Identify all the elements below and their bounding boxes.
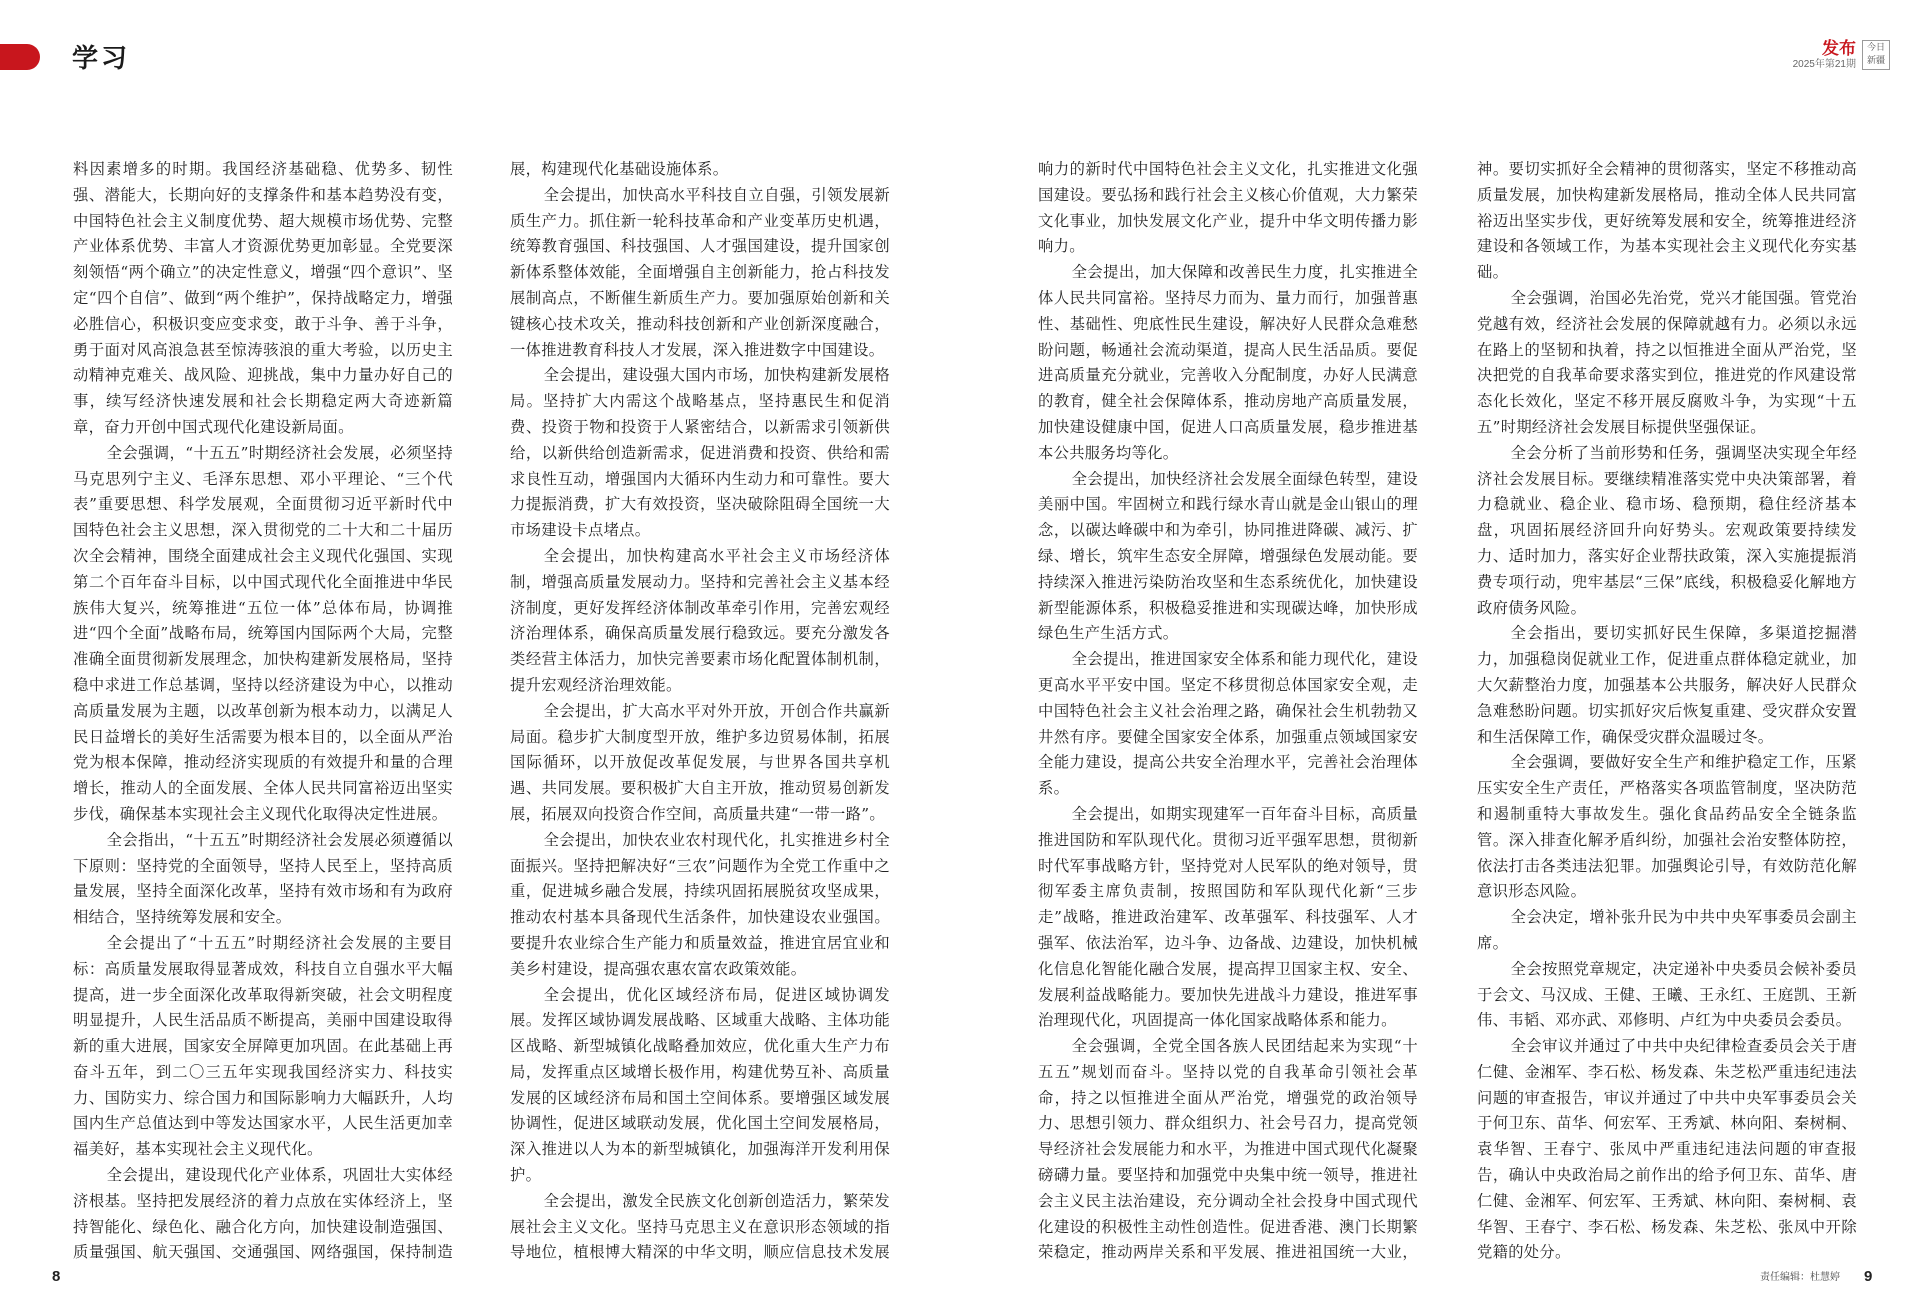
paragraph: 全会提出，加快高水平科技自立自强，引领发展新质生产力。抓住新一轮科技革命和产业变革历史机遇，统筹教育强国、科技强国、人才强国建设，提升国家创新体系整体效能，全面增强自主创新能力，抢占科技发展制高点，不断催生新质生产力。要加强原始创新和关键核心技术攻关，推动科技创新和产业创新深度融合，一体推进教育科技人才发展，深入推进数字中国建设。 (510, 185, 890, 359)
paragraph: 全会指出，“十五五”时期经济社会发展必须遵循以下原则：坚持党的全面领导，坚持人民至上，坚持高质量发展，坚持全面深化改革，坚持有效市场和有为政府相结合，坚持统筹发展和安全。 (73, 830, 453, 927)
responsible-editor: 责任编辑：杜慧婷 (1760, 1272, 1840, 1283)
paragraph: 全会强调，“十五五”时期经济社会发展，必须坚持马克思列宁主义、毛泽东思想、邓小平理论、“三个代表”重要思想、科学发展观，全面贯彻习近平新时代中国特色社会主义思想，深入贯彻党的二十大和二十届历次全会精神，围绕全面建成社会主义现代化强国、实现第二个百年奋斗目标，以中国式现代化全面推进中华民族伟大复兴，统筹推进“五位一体”总体布局，协调推进“四个全面”战略布局，统筹国内国际两个大局，完整准确全面贯彻新发展理念，加快构建新发展格局，坚持稳中求进工作总基调，坚持以经济建设为中心，以推动高质量发展为主题，以改革创新为根本动力，以满足人民日益增长的美好生活需要为根本目的，以全面从严治党为根本保障，推动经济实现质的有效提升和量的合理增长，推动人的全面发展、全体人民共同富裕迈出坚实步伐，确保基本实现社会主义现代化取得决定性进展。 (73, 443, 453, 823)
paragraph: 展，构建现代化基础设施体系。 (510, 160, 729, 178)
paragraph: 全会指出，要切实抓好民生保障，多渠道挖掘潜力，加强稳岗促就业工作，促进重点群体稳定就业，加大欠薪整治力度，加强基本公共服务，解决好人民群众急难愁盼问题。切实抓好灾后恢复重建、受灾群众安置和生活保障工作，确保受灾群众温暖过冬。 (1477, 624, 1857, 746)
paragraph: 全会强调，治国必先治党，党兴才能国强。管党治党越有效，经济社会发展的保障就越有力。必须以永远在路上的坚韧和执着，持之以恒推进全面从严治党，坚决把党的自我革命要求落实到位，推进党的作风建设常态化长效化，坚定不移开展反腐败斗争，为实现“十五五”时期经济社会发展目标提供坚强保证。 (1477, 288, 1857, 436)
text-column-1 (73, 157, 453, 1267)
section-tab-marker (0, 44, 40, 70)
paragraph: 全会提出，扩大高水平对外开放，开创合作共赢新局面。稳步扩大制度型开放，维护多边贸易体制，拓展国际循环，以开放促改革促发展，与世界各国共享机遇、共同发展。要积极扩大自主开放，推动贸易创新发展，拓展双向投资合作空间，高质量共建“一带一路”。 (510, 701, 890, 823)
section-title: 学习 (72, 44, 131, 74)
paragraph: 神。要切实抓好全会精神的贯彻落实，坚定不移推动高质量发展，加快构建新发展格局，推动全体人民共同富裕迈出坚实步伐，更好统筹发展和安全，统筹推进经济建设和各领域工作，为基本实现社会主义现代化夯实基础。 (1477, 160, 1857, 282)
paragraph: 响力的新时代中国特色社会主义文化，扎实推进文化强国建设。要弘扬和践行社会主义核心价值观，大力繁荣文化事业，加快发展文化产业，提升中华文明传播力影响力。 (1038, 160, 1418, 256)
text-column-4 (1477, 157, 1857, 1267)
paragraph: 全会审议并通过了中共中央纪律检查委员会关于唐仁健、金湘军、李石松、杨发森、朱芝松严重违纪违法问题的审查报告，审议并通过了中共中央军事委员会关于何卫东、苗华、何宏军、王秀斌、林向阳、秦树桐、袁华智、王春宁、张凤中严重违纪违法问题的审查报告，确认中央政治局之前作出的给予何卫东、苗华、唐仁健、金湘军、何宏军、王秀斌、林向阳、秦树桐、袁华智、王春宁、李石松、杨发森、朱芝松、张凤中开除党籍的处分。 (1477, 1037, 1857, 1262)
paragraph: 全会强调，全党全国各族人民团结起来为实现“十五五”规划而奋斗。坚持以党的自我革命引领社会革命，持之以恒推进全面从严治党，增强党的政治领导力、思想引领力、群众组织力、社会号召力，提高党领导经济社会发展能力和水平，为推进中国式现代化凝聚磅礴力量。要坚持和加强党中央集中统一领导，推进社会主义民主法治建设，充分调动全社会投身中国式现代化建设的积极性主动性创造性。促进香港、澳门长期繁荣稳定，推动两岸关系和平发展、推进祖国统一大业， (1038, 1037, 1418, 1262)
paragraph: 全会提出，加大保障和改善民生力度，扎实推进全体人民共同富裕。坚持尽力而为、量力而行，加强普惠性、基础性、兜底性民生建设，解决好人民群众急难愁盼问题，畅通社会流动渠道，提高人民生活品质。要促进高质量充分就业，完善收入分配制度，办好人民满意的教育，健全社会保障体系，推动房地产高质量发展，加快建设健康中国，促进人口高质量发展，稳步推进基本公共服务均等化。 (1038, 263, 1418, 462)
paragraph: 全会提出，加快经济社会发展全面绿色转型，建设美丽中国。牢固树立和践行绿水青山就是金山银山的理念，以碳达峰碳中和为牵引，协同推进降碳、减污、扩绿、增长，筑牢生态安全屏障，增强绿色发展动能。要持续深入推进污染防治攻坚和生态系统优化，加快建设新型能源体系，积极稳妥推进和实现碳达峰，加快形成绿色生产生活方式。 (1038, 469, 1418, 643)
issue-number: 2025年第21期 (1792, 59, 1856, 70)
paragraph: 全会提出，建设现代化产业体系，巩固壮大实体经济根基。坚持把发展经济的着力点放在实体经济上，坚持智能化、绿色化、融合化方向，加快建设制造强国、质量强国、航天强国、交通强国、网络强国，保持制造 (73, 1166, 453, 1262)
publication-text (1793, 40, 1856, 72)
paragraph: 全会提出，建设强大国内市场，加快构建新发展格局。坚持扩大内需这个战略基点，坚持惠民生和促消费、投资于物和投资于人紧密结合，以新需求引领新供给，以新供给创造新需求，促进消费和投资、供给和需求良性互动，增强国内大循环内生动力和可靠性。要大力提振消费，扩大有效投资，坚决破除阻碍全国统一大市场建设卡点堵点。 (510, 366, 890, 540)
paragraph (1477, 1266, 1857, 1267)
paragraph: 全会提出了“十五五”时期经济社会发展的主要目标：高质量发展取得显著成效，科技自立自强水平大幅提高，进一步全面深化改革取得新突破，社会文明程度明显提升，人民生活品质不断提高，美丽中国建设取得新的重大进展，国家安全屏障更加巩固。在此基础上再奋斗五年，到二〇三五年实现我国经济实力、科技实力、国防实力、综合国力和国际影响力大幅跃升，人均国内生产总值达到中等发达国家水平，人民生活更加幸福美好，基本实现社会主义现代化。 (73, 933, 453, 1159)
text-column-3 (1038, 157, 1418, 1267)
paragraph: 全会提出，加快农业农村现代化，扎实推进乡村全面振兴。坚持把解决好“三农”问题作为全党工作重中之重，促进城乡融合发展，持续巩固拓展脱贫攻坚成果，推动农村基本具备现代生活条件，加快建设农业强国。要提升农业综合生产能力和质量效益，推进宜居宜业和美乡村建设，提高强农惠农富农政策效能。 (510, 830, 890, 978)
text-column-2 (510, 157, 890, 1267)
paragraph: 全会提出，如期实现建军一百年奋斗目标，高质量推进国防和军队现代化。贯彻习近平强军思想，贯彻新时代军事战略方针，坚持党对人民军队的绝对领导，贯彻军委主席负责制，按照国防和军队现代化新“三步走”战略，推进政治建军、改革强军、科技强军、人才强军、依法治军，边斗争、边备战、边建设，加快机械化信息化智能化融合发展，提高捍卫国家主权、安全、发展利益战略能力。要加快先进战斗力建设，推进军事治理现代化，巩固提高一体化国家战略体系和能力。 (1038, 804, 1418, 1030)
page-number-right: 9 (1864, 1268, 1873, 1285)
paragraph: 全会提出，推进国家安全体系和能力现代化，建设更高水平平安中国。坚定不移贯彻总体国家安全观，走中国特色社会主义社会治理之路，确保社会生机勃勃又井然有序。要健全国家安全体系，加强重点领域国家安全能力建设，提高公共安全治理水平，完善社会治理体系。 (1038, 650, 1418, 798)
paragraph: 全会决定，增补张升民为中共中央军事委员会副主席。 (1477, 908, 1857, 952)
paragraph: 全会提出，优化区域经济布局，促进区域协调发展。发挥区域协调发展战略、区域重大战略、主体功能区战略、新型城镇化战略叠加效应，优化重大生产力布局，发挥重点区域增长极作用，构建优势互补、高质量发展的区域经济布局和国土空间体系。要增强区域发展协调性，促进区域联动发展，优化国土空间发展格局，深入推进以人为本的新型城镇化，加强海洋开发利用保护。 (510, 985, 890, 1185)
magazine-logo: 今日 新疆 (1862, 40, 1890, 70)
paragraph: 全会按照党章规定，决定递补中央委员会候补委员于会文、马汉成、王健、王曦、王永红、王庭凯、王新伟、韦韬、邓亦武、邓修明、卢红为中央委员会委员。 (1477, 959, 1857, 1030)
paragraph: 料因素增多的时期。我国经济基础稳、优势多、韧性强、潜能大，长期向好的支撑条件和基本趋势没有变，中国特色社会主义制度优势、超大规模市场优势、完整产业体系优势、丰富人才资源优势更加彰显。全党要深刻领悟“两个确立”的决定性意义，增强“四个意识”、坚定“四个自信”、做到“两个维护”，保持战略定力，增强必胜信心，积极识变应变求变，敢于斗争、善于斗争，勇于面对风高浪急甚至惊涛骇浪的重大考验，以历史主动精神克难关、战风险、迎挑战，集中力量办好自己的事，续写经济快速发展和社会长期稳定两大奇迹新篇章，奋力开创中国式现代化建设新局面。 (73, 160, 453, 436)
paragraph: 全会强调，要做好安全生产和维护稳定工作，压紧压实安全生产责任，严格落实各项监管制度，坚决防范和遏制重特大事故发生。强化食品药品安全全链条监管。深入排查化解矛盾纠纷，加强社会治安整体防控，依法打击各类违法犯罪。加强舆论引导，有效防范化解意识形态风险。 (1477, 753, 1857, 901)
publication-header (1793, 40, 1890, 72)
paragraph: 全会提出，激发全民族文化创新创造活力，繁荣发展社会主义文化。坚持马克思主义在意识形态领域的指导地位，植根博大精深的中华文明，顺应信息技术发展 (510, 1191, 890, 1262)
page-number-left: 8 (52, 1268, 61, 1285)
paragraph: 全会提出，加快构建高水平社会主义市场经济体制，增强高质量发展动力。坚持和完善社会主义基本经济制度，更好发挥经济体制改革牵引作用，完善宏观经济治理体系，确保高质量发展行稳致远。要充分激发各类经营主体活力，加快完善要素市场化配置体制机制，提升宏观经济治理效能。 (510, 546, 890, 694)
publication-name: 发布 (1822, 39, 1856, 59)
paragraph: 全会分析了当前形势和任务，强调坚决实现全年经济社会发展目标。要继续精准落实党中央决策部署，着力稳就业、稳企业、稳市场、稳预期，稳住经济基本盘，巩固拓展经济回升向好势头。宏观政策要持续发力、适时加力，落实好企业帮扶政策，深入实施提振消费专项行动，兜牢基层“三保”底线，积极稳妥化解地方政府债务风险。 (1477, 443, 1857, 617)
